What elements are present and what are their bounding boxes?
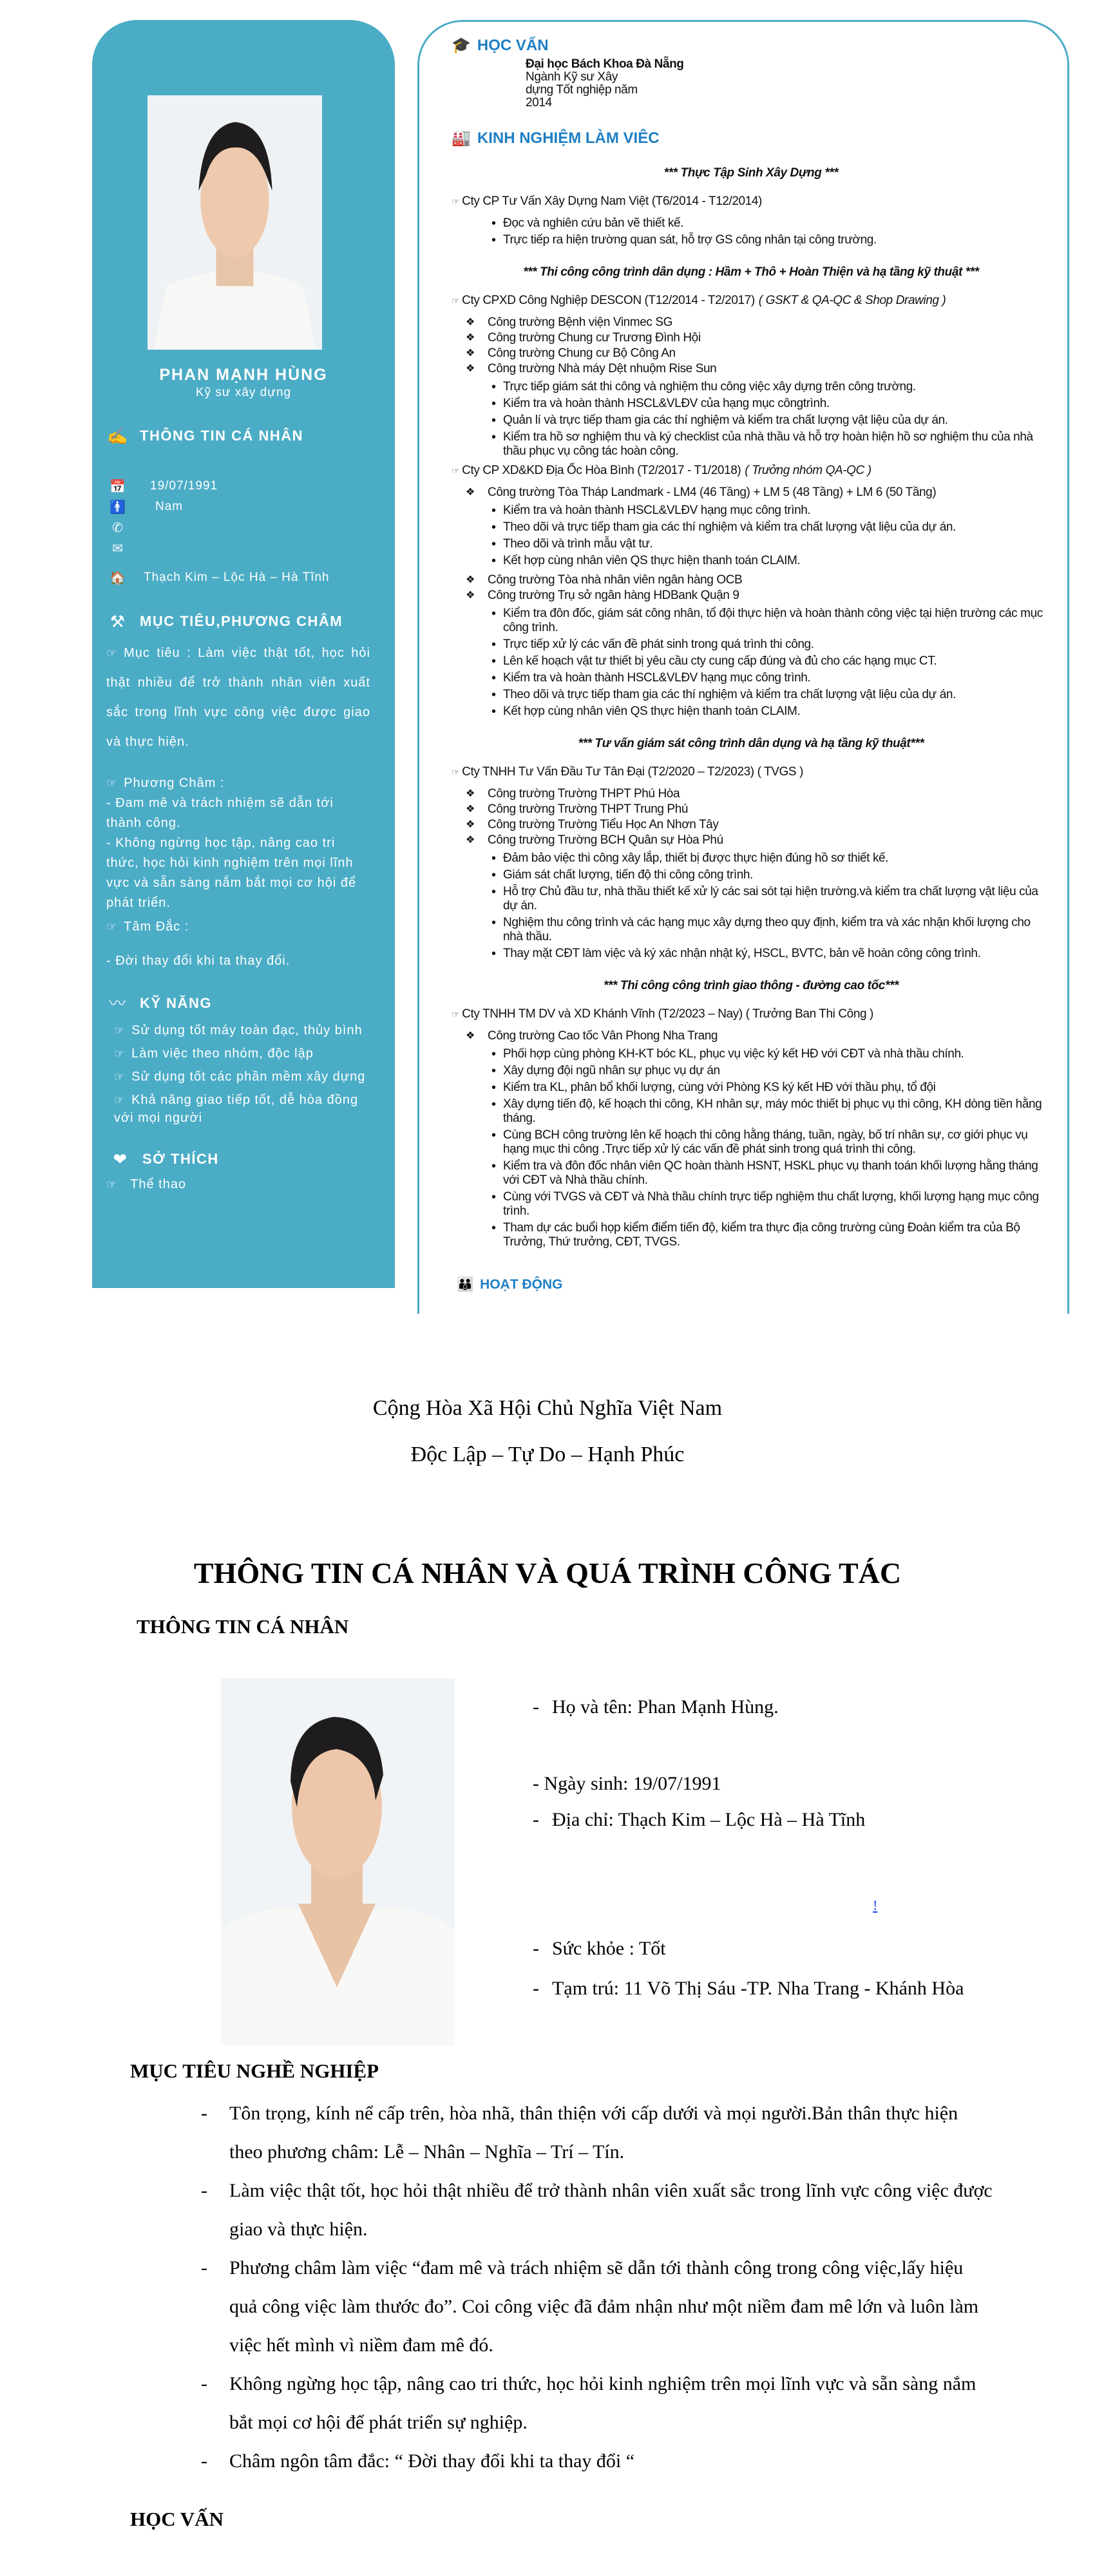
site-entry (466, 316, 1051, 330)
person-icon: 🚹 (110, 500, 126, 515)
company-name: Cty CPXD Công Nghiệp DESCON (T12/2014 - T2/2017) (462, 294, 755, 307)
goals-title: MỤC TIÊU,PHƯƠNG CHÂM (140, 613, 343, 629)
site-entry (466, 331, 1051, 345)
residence-value: Tạm trú: 11 Võ Thị Sáu -TP. Nha Trang - Khánh Hòa (552, 1978, 964, 1999)
dob-value: 19/07/1991 (150, 479, 218, 493)
hobbies-title: SỞ THÍCH (142, 1151, 219, 1167)
activities-title: HOẠT ĐỘNG (480, 1277, 563, 1292)
task-item: • Hỗ trợ Chủ đầu tư, nhà thầu thiết kế xử lý các sai sót tại hiện trường.và kiểm tra chất lượng vật liệu của dự án. (491, 885, 1051, 913)
factory-icon: 🏭 (452, 129, 471, 147)
site-entry (466, 818, 1051, 832)
diamond-bullet-icon: ❖ (466, 487, 475, 498)
house-icon: 🏠 (110, 571, 126, 585)
education-title: HỌC VẤN (477, 37, 549, 54)
company-entry (452, 294, 1051, 308)
skill-text: Sử dụng tốt máy toàn đạc, thủy bình (131, 1023, 363, 1037)
task-item: • Kiểm tra và hoàn thành HSCL&VLĐV của hạng mục côngtrình. (491, 397, 1051, 411)
task-item: • Trực tiếp giám sát thi công và nghiệm thu công việc xây dựng trên công trường. (491, 380, 1051, 394)
motto-line: - Không ngừng học tập, nâng cao tri thức, học hỏi kinh nghiệm trên mọi lĩnh vực và sẵn sàng nắm bắt mọi cơ hội để phát triển. (106, 836, 357, 910)
site-name: Công trường Trường THPT Trung Phú (488, 802, 689, 816)
profile-photo (148, 95, 322, 350)
favorite-label-text: Tâm Đắc : (124, 920, 189, 934)
company-entry (452, 464, 1051, 478)
task-item: • Kết hợp cùng nhân viên QS thực hiện thanh toán CLAIM. (491, 554, 1051, 568)
activities-header (457, 1275, 1048, 1294)
education-line: 2014 (526, 96, 552, 109)
site-name: Công trường Tòa Tháp Landmark - LM4 (46 Tầng) + LM 5 (48 Tầng) + LM 6 (50 Tầng) (488, 486, 937, 499)
site-name: Công trường Cao tốc Vân Phong Nha Trang (488, 1029, 718, 1043)
career-goal-text: Châm ngôn tâm đắc: “ Đời thay đổi khi ta thay đổi “ (229, 2450, 635, 2472)
task-item: • Kiểm tra đôn đốc, giám sát công nhân, tổ đội thực hiện và hoàn thành công việc tại hiện trường các mục công trình. (491, 607, 1051, 635)
goal-value: Mục tiêu : Làm việc thật tốt, học hỏi thật nhiều để trở thành nhân viên xuất sắc trong lĩnh vực công việc được giao và thực hiện. (106, 646, 370, 749)
goals-header (92, 611, 395, 632)
heart-icon: ❤ (113, 1150, 128, 1169)
task-item: • Quản lí và trực tiếp tham gia các thí nghiệm và kiểm tra chất lượng vật liệu của dự án. (491, 413, 1051, 428)
hobby-item (92, 1175, 395, 1195)
pointing-hand-icon: ☞ (452, 296, 460, 306)
profile-name: PHAN MẠNH HÙNG (159, 366, 328, 384)
national-motto: Độc Lập – Tự Do – Hạnh Phúc (410, 1443, 685, 1466)
diamond-bullet-icon: ❖ (466, 363, 475, 374)
dash: - (533, 1938, 539, 1959)
motto-label (106, 773, 370, 793)
site-name: Công trường Trụ sở ngân hàng HDBank Quận 9 (488, 589, 739, 602)
document-photo (221, 1678, 455, 2045)
gender-row (92, 497, 395, 517)
diamond-bullet-icon: ❖ (466, 317, 475, 328)
task-item: • Cùng BCH công trường lên kế hoạch thi công hằng tháng, tuần, ngày, bố trí nhân sự, cơ giới phục vụ hạng mục thi công .Trực tiếp xử lý các vấn đề phát sinh trong quá trình thi công. (491, 1128, 1051, 1157)
pointing-hand-icon: ☞ (106, 777, 118, 790)
profile-title: Kỹ sư xây dựng (195, 386, 292, 399)
site-entry (466, 802, 1051, 817)
task-item: • Theo dõi và trực tiếp tham gia các thí nghiệm và kiểm tra chất lượng vật liệu của dự án. (491, 520, 1051, 535)
task-list (491, 607, 1051, 719)
skill-item (114, 1068, 370, 1086)
education-block (526, 58, 1048, 109)
task-item: • Kiểm tra hồ sơ nghiệm thu và ký checklist của nhà thầu và hỗ trợ hoàn hiện hồ sơ nghiệm thu của nhà thầu phục vụ công tác hoàn công. (491, 430, 1051, 459)
gender-value: Nam (155, 500, 184, 513)
task-item: • Phối hợp cùng phòng KH-KT bóc KL, phục vụ việc ký kết HĐ với CĐT và nhà thầu chính. (491, 1047, 1051, 1061)
signature-icon: ✍ (107, 426, 129, 446)
site-name: Công trường Trường BCH Quân sự Hòa Phú (488, 833, 723, 847)
pointing-hand-icon: ☞ (452, 1009, 460, 1019)
site-entry (466, 1029, 1051, 1043)
address-value-doc: Địa chỉ: Thạch Kim – Lộc Hà – Hà Tĩnh (552, 1809, 866, 1830)
experience-section-title: *** Thi công công trình dân dụng : Hầm + Thô + Hoàn Thiện và hạ tầng kỹ thuật *** (523, 265, 979, 279)
tools-icon: ⚒ (110, 612, 126, 631)
experience-section-title: *** Thi công công trình giao thông - đường cao tốc*** (604, 979, 899, 992)
task-item: • Kết hợp cùng nhân viên QS thực hiện thanh toán CLAIM. (491, 705, 1051, 719)
skill-item (114, 1021, 370, 1039)
full-name-value: Họ và tên: Phan Mạnh Hùng. (552, 1696, 779, 1718)
task-item: • Đảm bảo việc thi công xây lắp, thiết bị được thực hiện đúng hồ sơ thiết kế. (491, 851, 1051, 866)
diamond-bullet-icon: ❖ (466, 574, 475, 585)
graduation-cap-icon: 🎓 (452, 37, 471, 54)
company-name: Cty TNHH Tư Vấn Đầu Tư Tân Đại (T2/2020 – T2/2023) ( TVGS ) (462, 765, 803, 779)
site-entry (466, 573, 1051, 587)
task-item: • Trực tiếp xử lý các vấn đề phát sinh trong quá trình thi công. (491, 638, 1051, 652)
goal-text (106, 638, 370, 757)
personal-info-header (92, 426, 395, 446)
dob-line: - Ngày sinh: 19/07/1991 (533, 1773, 721, 1794)
hobby-text: Thể thao (130, 1177, 187, 1191)
personal-info-title: THÔNG TIN CÁ NHÂN (140, 428, 304, 444)
company-name: Cty CP XD&KD Địa Ốc Hòa Bình (T2/2017 - T1/2018) (462, 464, 741, 477)
pointing-hand-icon: ☞ (106, 1178, 118, 1191)
career-goal-item (201, 2249, 993, 2365)
resume-main (417, 20, 1069, 1314)
site-entry (466, 833, 1051, 848)
task-item: • Trực tiếp ra hiện trường quan sát, hỗ trợ GS công nhân tại công trường. (491, 233, 1051, 247)
mail-icon: ✉ (112, 541, 124, 556)
task-list (491, 1047, 1051, 1249)
university-name: Đại học Bách Khoa Đà Nẵng (526, 57, 684, 71)
task-list (491, 504, 1051, 568)
education-line: dựng Tốt nghiệp năm (526, 83, 638, 97)
skill-text: Làm việc theo nhóm, độc lập (131, 1046, 314, 1061)
site-entry (466, 346, 1051, 361)
skill-text: Khả năng giao tiếp tốt, dễ hòa đồng với mọi người (114, 1093, 359, 1125)
career-goals-list (130, 2094, 993, 2532)
pointing-hand-icon: ☞ (114, 1070, 126, 1083)
dash: - (201, 2103, 207, 2124)
health-line (533, 1937, 666, 1960)
company-role: ( GSKT & QA-QC & Shop Drawing ) (758, 294, 946, 307)
experience-list (452, 166, 1051, 1249)
experience-title: KINH NGHIỆM LÀM VIÊC (477, 129, 660, 147)
career-goal-text: Phương châm làm việc “đam mê và trách nhiệm sẽ dẫn tới thành công trong công việc,lấy hiệu quả công việc làm thước đo”. Coi công việc đã đảm nhận như một niềm đam mê lớn và luôn làm việc hết mình vì niềm đam mê đó. (229, 2257, 979, 2356)
diamond-bullet-icon: ❖ (466, 590, 475, 601)
career-goal-text: Tôn trọng, kính nể cấp trên, hòa nhã, thân thiện với cấp dưới và mọi người.Bản thân thực hiện theo phương châm: Lễ – Nhân – Nghĩa – Trí – Tín. (229, 2103, 958, 2163)
diamond-bullet-icon: ❖ (466, 348, 475, 359)
pointing-hand-icon: ☞ (106, 920, 118, 933)
favorite-label (106, 917, 370, 937)
task-item: • Tham dự các buổi họp kiểm điểm tiến độ, kiểm tra thực địa công trường cùng Đoàn kiểm tra của Bộ Trưởng, Thứ trưởng, CĐT, TVGS. (491, 1221, 1051, 1249)
career-goal-text: Làm việc thật tốt, học hỏi thật nhiều để trở thành nhân viên xuất sắc trong lĩnh vực công việc được giao và thực hiện. (229, 2180, 993, 2240)
company-entry (452, 194, 1051, 209)
task-list (491, 380, 1051, 459)
task-item: • Theo dõi và trực tiếp tham gia các thí nghiệm và kiểm tra chất lượng vật liệu của dự án. (491, 688, 1051, 702)
motto-label-text: Phương Châm : (124, 776, 225, 790)
dash: - (201, 2180, 207, 2201)
pointing-hand-icon: ☞ (114, 1094, 126, 1106)
skill-text: Sử dụng tốt các phần mềm xây dựng (131, 1070, 366, 1084)
diamond-bullet-icon: ❖ (466, 788, 475, 799)
site-entry (466, 589, 1051, 603)
stray-mark: ! (873, 1897, 878, 1913)
task-list (491, 216, 1051, 247)
address-row (92, 567, 395, 588)
experience-section-title: *** Tư vấn giám sát công trình dân dụng và hạ tầng kỹ thuật*** (578, 737, 924, 750)
calendar-icon: 📅 (110, 479, 126, 494)
task-list (491, 851, 1051, 961)
health-value: Sức khỏe : Tốt (552, 1938, 666, 1959)
pointing-hand-icon: ☞ (114, 1024, 126, 1037)
task-item: • Đọc và nghiên cứu bản vẽ thiết kế. (491, 216, 1051, 231)
address-value: Thạch Kim – Lộc Hà – Hà Tĩnh (144, 571, 330, 584)
dash: - (533, 1978, 539, 1999)
site-name: Công trường Chung cư Trương Đình Hội (488, 331, 701, 345)
skills-title: KỸ NĂNG (140, 995, 212, 1011)
task-item: • Kiểm tra và đôn đốc nhân viên QC hoàn thành HSNT, HSKL phục vụ thanh toán khối lượng hằng tháng với CĐT và Nhà thầu chính. (491, 1159, 1051, 1188)
personal-info-heading: THÔNG TIN CÁ NHÂN (137, 1615, 349, 1638)
pointing-hand-icon: ☞ (452, 767, 460, 777)
motto-line: - Đam mê và trách nhiệm sẽ dẫn tới thành công. (106, 796, 334, 830)
signature-flourish-icon: 〰 (109, 994, 127, 1013)
company-entry (452, 765, 1051, 779)
diamond-bullet-icon: ❖ (466, 819, 475, 830)
pointing-hand-icon: ☞ (452, 466, 460, 476)
task-item: • Thay mặt CĐT làm việc và ký xác nhận nhật ký, HSCL, BVTC, bản vẽ hoàn công công trình. (491, 947, 1051, 961)
phone-row (92, 517, 395, 538)
task-item: • Kiểm tra và hoàn thành HSCL&VLĐV hạng mục công trình. (491, 671, 1051, 685)
task-item: • Lên kế hoạch vật tư thiết bị yêu cầu cty cung cấp đúng và đủ cho các hạng mục CT. (491, 654, 1051, 668)
dob-row (92, 476, 395, 497)
site-name: Công trường Bệnh viện Vinmec SG (488, 316, 673, 329)
full-name-row (533, 1696, 779, 1719)
skill-item (114, 1091, 370, 1127)
career-goal-item (201, 2172, 993, 2249)
site-name: Công trường Trường THPT Phú Hòa (488, 787, 680, 800)
dash: - (201, 2450, 207, 2472)
site-name: Công trường Chung cư Bộ Công An (488, 346, 676, 360)
email-row (92, 538, 395, 558)
diamond-bullet-icon: ❖ (466, 804, 475, 815)
task-item: • Kiểm tra KL, phân bổ khối lượng, cùng với Phòng KS ký kết HĐ với thầu phụ, tổ đội (491, 1081, 1051, 1095)
address-line (533, 1808, 865, 1832)
skill-item (114, 1045, 370, 1063)
task-item: • Nghiệm thu công trình và các hạng mục xây dựng theo quy định, kiểm tra và xác nhận khối lượng cho nhà thầu. (491, 916, 1051, 944)
company-name: Cty TNHH TM DV và XD Khánh Vĩnh (T2/2023 – Nay) ( Trưởng Ban Thi Công ) (462, 1007, 873, 1021)
task-item: • Kiểm tra và hoàn thành HSCL&VLĐV hạng mục công trình. (491, 504, 1051, 518)
site-name: Công trường Trường Tiểu Học An Nhơn Tây (488, 818, 719, 831)
dash: - (533, 1696, 539, 1718)
education-header (452, 36, 1048, 55)
people-icon: 👪 (457, 1277, 474, 1292)
nation-header: Cộng Hòa Xã Hội Chủ Nghĩa Việt Nam (372, 1396, 723, 1420)
skills-list (92, 1021, 395, 1127)
experience-section-title: *** Thực Tập Sinh Xây Dựng *** (663, 166, 839, 180)
site-name: Công trường Tòa nhà nhân viên ngân hàng OCB (488, 573, 743, 587)
company-entry (452, 1007, 1051, 1021)
pointing-hand-icon: ☞ (452, 196, 460, 207)
skills-header (92, 993, 395, 1014)
site-entry (466, 787, 1051, 801)
dash: - (201, 2373, 207, 2394)
company-role: ( Trưởng nhóm QA-QC ) (745, 464, 871, 477)
diamond-bullet-icon: ❖ (466, 835, 475, 846)
career-goal-text: Không ngừng học tập, nâng cao tri thức, học hỏi kinh nghiệm trên mọi lĩnh vực và sẵn sàng nắm bắt mọi cơ hội để phát triển sự nghiệp. (229, 2373, 976, 2433)
company-name: Cty CP Tư Vấn Xây Dựng Nam Việt (T6/2014 - T12/2014) (462, 194, 762, 208)
pointing-hand-icon: ☞ (114, 1047, 126, 1060)
phone-icon: ✆ (112, 520, 124, 535)
site-name: Công trường Nhà máy Dệt nhuộm Rise Sun (488, 362, 717, 375)
education-heading-doc: HỌC VẤN (130, 2508, 224, 2530)
career-goal-item (201, 2442, 993, 2481)
experience-header (452, 129, 1048, 148)
document-title: THÔNG TIN CÁ NHÂN VÀ QUÁ TRÌNH CÔNG TÁC (193, 1557, 902, 1589)
diamond-bullet-icon: ❖ (466, 332, 475, 343)
residence-line (533, 1977, 964, 2000)
task-item: • Xây dựng tiến độ, kế hoạch thi công, KH nhân sự, máy móc thiết bị phục vụ thi công, KH dòng tiền hằng tháng. (491, 1097, 1051, 1126)
career-goal-item (201, 2094, 993, 2172)
hobbies-header (92, 1149, 395, 1170)
career-goal-item (201, 2365, 993, 2442)
diamond-bullet-icon: ❖ (466, 1030, 475, 1041)
education-line: Ngành Kỹ sư Xây (526, 70, 618, 84)
dash: - (201, 2257, 207, 2278)
favorite-quote: - Đời thay đổi khi ta thay đổi. (106, 954, 290, 968)
task-item: • Xây dựng đội ngũ nhân sự phục vụ dự án (491, 1064, 1051, 1078)
profile-sidebar (92, 20, 395, 1288)
site-entry (466, 486, 1051, 500)
task-item: • Giám sát chất lượng, tiến độ thi công công trình. (491, 868, 1051, 882)
career-goals-heading: MỤC TIÊU NGHỀ NGHIỆP (130, 2060, 379, 2082)
dash: - (533, 1809, 539, 1830)
pointing-hand-icon: ☞ (106, 647, 118, 659)
site-entry (466, 362, 1051, 376)
task-item: • Cùng với TVGS và CĐT và Nhà thầu chính trực tiếp nghiệm thu chất lượng, khối lượng hạng mục công trình. (491, 1190, 1051, 1218)
task-item: • Theo dõi và trình mẫu vật tư. (491, 537, 1051, 551)
goals-block (92, 638, 395, 971)
